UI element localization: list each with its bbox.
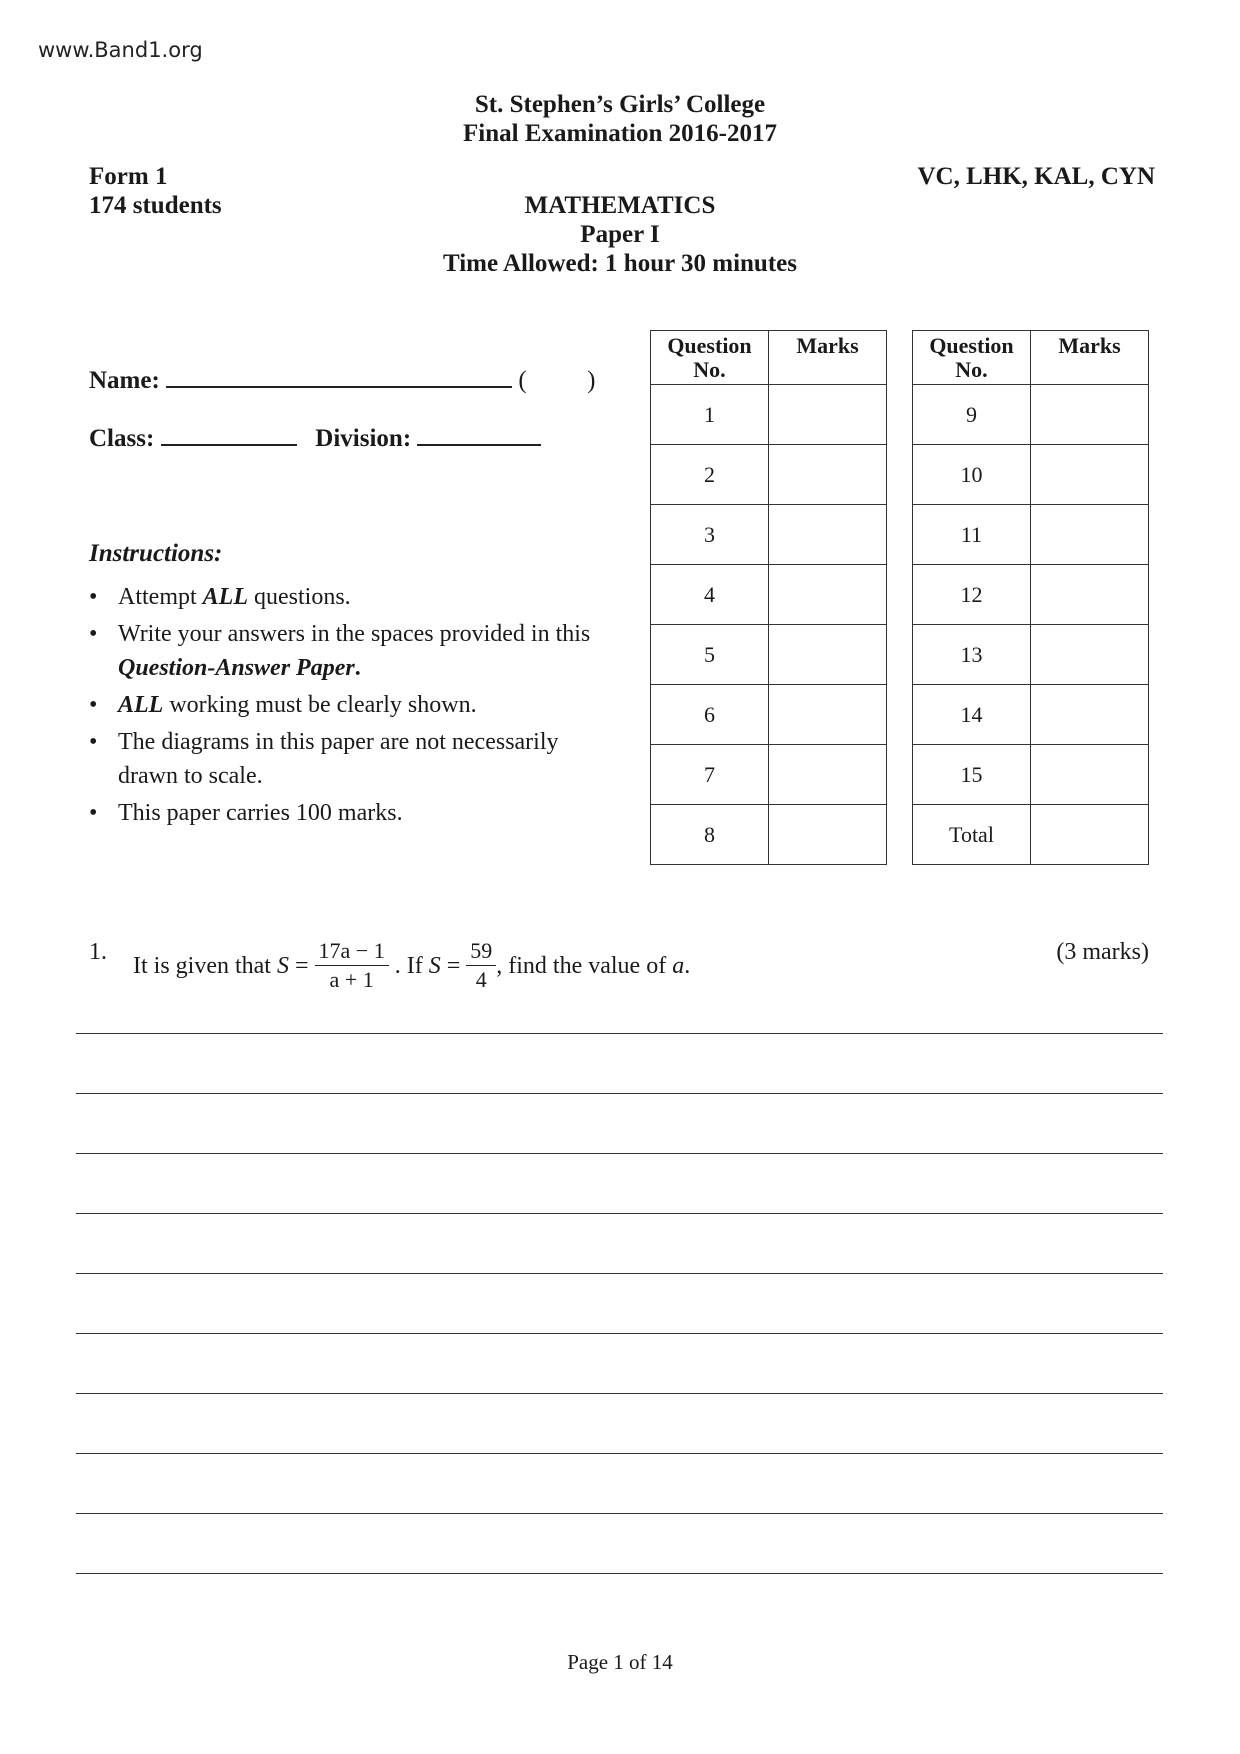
answer-line[interactable] — [76, 1153, 1163, 1154]
question-number: 4 — [651, 565, 769, 625]
table-row — [913, 805, 1149, 865]
question-no-header: Question No. — [913, 331, 1031, 385]
instructions-list — [89, 580, 609, 833]
fraction-value: $\frac{59}{4}$ — [466, 937, 496, 994]
marks-cell[interactable] — [769, 805, 887, 865]
question-number: 10 — [913, 445, 1031, 505]
paper-title: Paper I — [580, 221, 660, 248]
answer-line[interactable] — [76, 1333, 1163, 1334]
table-row — [913, 685, 1149, 745]
instructions-title: Instructions: — [89, 540, 223, 567]
marks-cell[interactable] — [1031, 445, 1149, 505]
marks-cell[interactable] — [1031, 505, 1149, 565]
table-row — [913, 625, 1149, 685]
answer-line[interactable] — [76, 1033, 1163, 1034]
marks-table-left — [650, 330, 887, 865]
answer-line[interactable] — [76, 1453, 1163, 1454]
answer-line[interactable] — [76, 1213, 1163, 1214]
subject-title: MATHEMATICS — [524, 192, 716, 219]
student-count: 174 students — [89, 192, 222, 219]
instruction-item: • This paper carries 100 marks. — [89, 796, 609, 830]
question-number: 13 — [913, 625, 1031, 685]
class-number-paren-open: ( — [518, 367, 527, 394]
marks-cell[interactable] — [1031, 745, 1149, 805]
table-row — [913, 385, 1149, 445]
marks-cell[interactable] — [1031, 685, 1149, 745]
instruction-item: • ALL working must be clearly shown. — [89, 688, 609, 722]
answer-line[interactable] — [76, 1393, 1163, 1394]
marks-cell[interactable] — [1031, 385, 1149, 445]
marks-cell[interactable] — [769, 445, 887, 505]
question-number: 2 — [651, 445, 769, 505]
instruction-item: • Write your answers in the spaces provided in this Question-Answer Paper. — [89, 617, 609, 685]
question-number: 1 — [651, 385, 769, 445]
question-number: 15 — [913, 745, 1031, 805]
question-stem: It is given that S = $\frac{17a - 1}{a + 1}$ . If S = $\frac{59}{4}$ , find the value of a. — [133, 938, 691, 992]
fraction-expression: $\frac{17a - 1}{a + 1}$ — [315, 937, 389, 994]
instruction-item: • Attempt ALL questions. — [89, 580, 609, 614]
question-marks: (3 marks) — [1056, 939, 1149, 965]
answer-line[interactable] — [76, 1093, 1163, 1094]
time-allowed: Time Allowed: 1 hour 30 minutes — [443, 250, 797, 277]
question-number: 14 — [913, 685, 1031, 745]
table-row — [651, 385, 887, 445]
class-blank[interactable] — [161, 422, 297, 446]
watermark-url: www.Band1.org — [38, 38, 203, 62]
table-row — [913, 745, 1149, 805]
answer-line[interactable] — [76, 1273, 1163, 1274]
table-row — [651, 505, 887, 565]
form-label: Form 1 — [89, 163, 168, 190]
marks-cell[interactable] — [769, 625, 887, 685]
question-number: 8 — [651, 805, 769, 865]
question-number: 3 — [651, 505, 769, 565]
question-number-label: 1. — [89, 939, 107, 965]
marks-header: Marks — [1031, 331, 1149, 385]
question-number: 12 — [913, 565, 1031, 625]
school-name: St. Stephen’s Girls’ College — [474, 91, 766, 118]
table-row — [913, 505, 1149, 565]
table-row — [913, 565, 1149, 625]
marks-cell[interactable] — [769, 685, 887, 745]
marks-cell[interactable] — [1031, 565, 1149, 625]
table-row — [651, 625, 887, 685]
table-row — [913, 445, 1149, 505]
answer-line[interactable] — [76, 1513, 1163, 1514]
question-number: 7 — [651, 745, 769, 805]
name-field[interactable] — [89, 364, 595, 395]
division-label: Division: — [315, 425, 412, 452]
marks-table-right — [912, 330, 1149, 865]
class-label: Class: — [89, 425, 155, 452]
question-number: 9 — [913, 385, 1031, 445]
name-label: Name: — [89, 367, 160, 394]
question-number: 11 — [913, 505, 1031, 565]
name-blank[interactable] — [166, 364, 512, 388]
class-division-fields[interactable] — [89, 422, 541, 453]
marks-header: Marks — [769, 331, 887, 385]
table-row — [651, 445, 887, 505]
marks-cell[interactable] — [1031, 625, 1149, 685]
table-row — [651, 805, 887, 865]
total-marks-cell[interactable] — [1031, 805, 1149, 865]
table-row — [651, 685, 887, 745]
division-blank[interactable] — [417, 422, 541, 446]
table-row — [651, 565, 887, 625]
question-number: 5 — [651, 625, 769, 685]
table-row — [651, 745, 887, 805]
marks-cell[interactable] — [769, 385, 887, 445]
total-label: Total — [913, 805, 1031, 865]
instruction-item: • The diagrams in this paper are not necessarily drawn to scale. — [89, 725, 609, 793]
page-number: Page 1 of 14 — [567, 1650, 673, 1674]
question-1 — [89, 915, 1149, 995]
marks-cell[interactable] — [769, 565, 887, 625]
marks-cell[interactable] — [769, 505, 887, 565]
exam-title: Final Examination 2016-2017 — [463, 120, 777, 147]
marks-cell[interactable] — [769, 745, 887, 805]
answer-line[interactable] — [76, 1573, 1163, 1574]
question-no-header: Question No. — [651, 331, 769, 385]
class-number-paren-close: ) — [587, 367, 596, 394]
teacher-initials: VC, LHK, KAL, CYN — [917, 163, 1155, 190]
question-number: 6 — [651, 685, 769, 745]
